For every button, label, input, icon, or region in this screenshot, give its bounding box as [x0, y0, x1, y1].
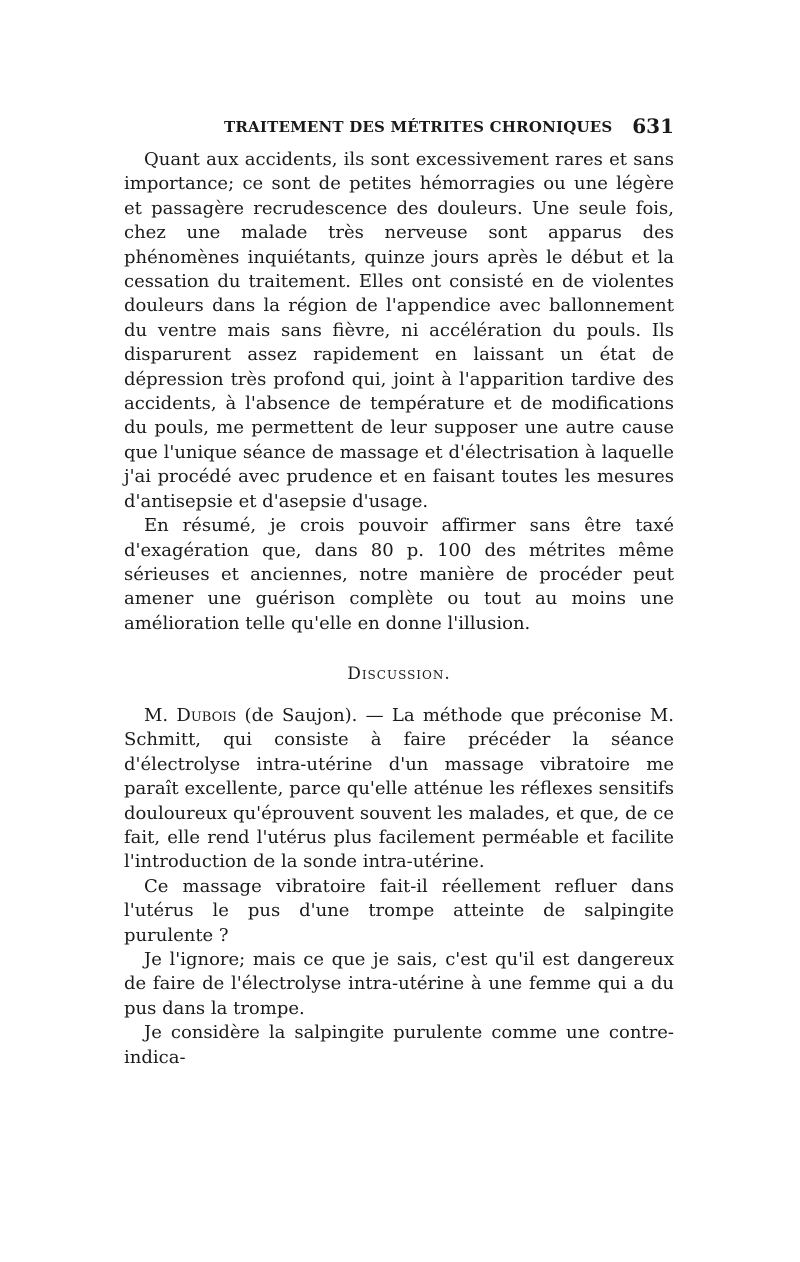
paragraph-accidents: Quant aux accidents, ils sont excessivement rares et sans importance; ce sont de petites hémorragies ou une légère et passagère recrudescence des douleurs. Une seule fois, chez une malade très nerveuse sont apparus des phénomènes inquiétants, quinze jours après le début et la cessation du traitement. Elles ont consisté en de violentes douleurs dans la région de l'appendice avec ballonnement du ventre mais sans fièvre, ni accélération du pouls. Ils disparurent assez rapidement en laissant un état de dépression très profond qui, joint à l'apparition tardive des accidents, à l'absence de température et de modifications du pouls, me permettent de leur supposer une autre cause que l'unique séance de massage et d'électrisation à laquelle j'ai procédé avec prudence et en faisant toutes les mesures d'antisepsie et d'asepsie d'usage. [124, 149, 674, 512]
paragraph-ignore: Je l'ignore; mais ce que je sais, c'est qu'il est dangereux de faire de l'électrolyse intra-utérine à une femme qui a du pus dans la trompe. [124, 949, 674, 1019]
discussion-text [124, 704, 674, 1070]
speaker-title: M. [144, 705, 169, 726]
main-text [124, 148, 674, 636]
paragraph-resume: En résumé, je crois pouvoir affirmer sans être taxé d'exagération que, dans 80 p. 100 des métrites même sérieuses et anciennes, notre manière de procéder peut amener une guérison complète ou tout au moins une amélioration telle qu'elle en donne l'illusion. [124, 515, 674, 634]
page-number: 631 [632, 114, 674, 138]
paragraph-massage-question: Ce massage vibratoire fait-il réellement refluer dans l'utérus le pus d'une trompe atteinte de salpingite purulente ? [124, 875, 674, 946]
section-heading-discussion: Discussion. [347, 664, 451, 684]
paragraph-dubois [124, 704, 674, 875]
paragraph-contre-indication: Je considère la salpingite purulente comme une contre-indica- [124, 1022, 674, 1068]
speaker-name: Dubois [176, 705, 237, 726]
running-title: TRAITEMENT DES MÉTRITES CHRONIQUES [224, 118, 613, 136]
paragraph-dubois-text: (de Saujon). — La méthode que préconise M. Schmitt, qui consiste à faire précéder la séance d'électrolyse intra-utérine d'un massage vibratoire me paraît excellente, parce qu'elle atténue les réflexes sensitifs douloureux qu'éprouvent souvent les malades, et que, de ce fait, elle rend l'utérus plus facilement perméable et facilite l'introduction de la sonde intra-utérine. [124, 705, 674, 873]
running-head [124, 114, 684, 142]
